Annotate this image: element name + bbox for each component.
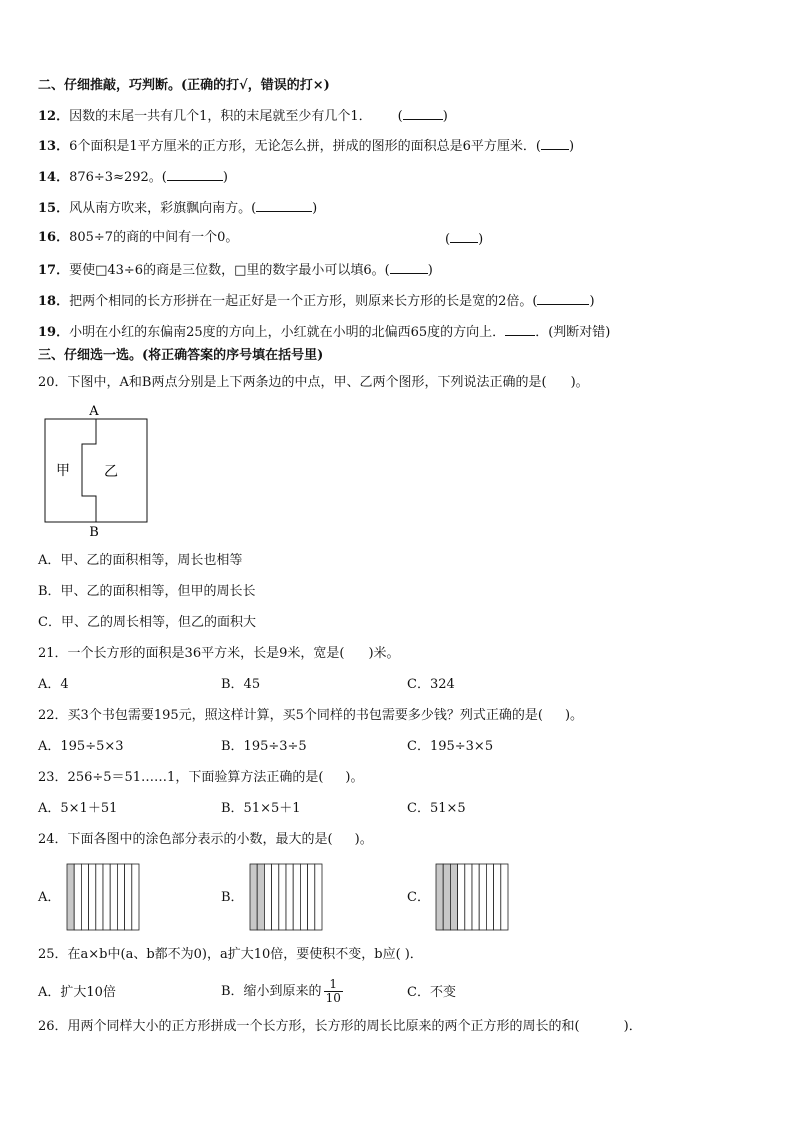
question-number: 12． (38, 109, 70, 124)
paren-close: ) (312, 201, 318, 216)
strip (89, 864, 96, 930)
judge-hint: ．(判断对错) (535, 325, 611, 340)
question-text: 小明在小红的东偏南25度的方向上，小红就在小明的北偏西65度的方向上． (69, 325, 506, 340)
question-text: 21．一个长方形的面积是36平方米，长是9米，宽是( (38, 646, 345, 661)
strip (465, 864, 472, 930)
paren-close: ) (478, 232, 484, 247)
strip (293, 864, 300, 930)
paren-open: ( (445, 232, 451, 247)
strip (264, 864, 271, 930)
strip (279, 864, 286, 930)
paren-close: )． (404, 947, 423, 962)
question-text: 805÷7的商的中间有一个0。 (69, 230, 239, 245)
label-a: A (89, 404, 99, 419)
q24-option-b-label[interactable]: B． (221, 890, 244, 905)
question-text: 风从南方吹来，彩旗飘向南方。( (69, 201, 257, 216)
question-number: 17． (38, 263, 70, 278)
question-text: 876÷3≈292。( (69, 170, 167, 185)
strip (132, 864, 139, 930)
section3-heading: 三、仔细选一选。(将正确答案的序号填在括号里) (38, 348, 324, 363)
answer-blank[interactable] (537, 292, 589, 305)
paren-close: ) (427, 263, 433, 278)
strip (96, 864, 103, 930)
dividing-line (82, 419, 96, 522)
question-26 (38, 1019, 642, 1035)
strip (81, 864, 88, 930)
strip (315, 864, 322, 930)
strip (458, 864, 465, 930)
question-text: 23．256÷5＝51……1，下面验算方法正确的是( (38, 770, 324, 785)
paren-close: ) (589, 294, 595, 309)
question-number: 13． (38, 139, 70, 154)
question-text: 6个面积是1平方厘米的正方形，无论怎么拼，拼成的图形的面积总是6平方厘米．( (69, 139, 541, 154)
fraction-one-tenth (324, 978, 343, 1005)
strip (472, 864, 479, 930)
paren-open: ( (397, 109, 403, 124)
answer-blank[interactable] (403, 107, 443, 120)
label-jia: 甲 (56, 463, 70, 479)
paren-close: )。 (570, 375, 589, 390)
question-14 (38, 168, 228, 186)
question-25 (38, 947, 423, 963)
strip (308, 864, 315, 930)
q22-option-b[interactable]: B．195÷3÷5 (221, 739, 307, 754)
q21-option-a[interactable]: A．4 (38, 677, 69, 692)
q23-option-c[interactable]: C．51×5 (407, 801, 466, 816)
question-16-answer (445, 230, 483, 248)
q21-option-c[interactable]: C．324 (407, 677, 455, 692)
shaded-strip (443, 864, 450, 930)
question-15 (38, 199, 317, 217)
question-22 (38, 708, 583, 724)
q22-option-c[interactable]: C．195÷3×5 (407, 739, 494, 754)
question-number: 18． (38, 294, 70, 309)
strip (272, 864, 279, 930)
q21-option-b[interactable]: B．45 (221, 677, 261, 692)
strip (286, 864, 293, 930)
q22-option-a[interactable]: A．195÷5×3 (38, 739, 124, 754)
shaded-strip (250, 864, 257, 930)
shaded-strip (67, 864, 74, 930)
shaded-strip (436, 864, 443, 930)
paren-close: )米。 (368, 646, 400, 661)
q24-option-c-label[interactable]: C． (407, 890, 430, 905)
strip (494, 864, 501, 930)
fraction-numerator: 1 (324, 978, 343, 992)
q24-option-a-label[interactable]: A． (38, 890, 61, 905)
answer-blank[interactable] (505, 323, 535, 336)
answer-blank[interactable] (256, 199, 312, 212)
fraction-denominator: 10 (325, 991, 341, 1005)
answer-blank[interactable] (450, 230, 478, 243)
question-text: 26．用两个同样大小的正方形拼成一个长方形，长方形的周长比原来的两个正方形的周长的和( (38, 1019, 580, 1034)
strip (479, 864, 486, 930)
question-23 (38, 770, 363, 786)
strip (486, 864, 493, 930)
strip (110, 864, 117, 930)
question-text: 25．在a×b中(a、b都不为0)，a扩大10倍，要使积不变，b应( (38, 947, 401, 962)
question-number: 19． (38, 325, 70, 340)
q20-figure (40, 402, 155, 540)
paren-close: )。 (564, 708, 584, 723)
strip (300, 864, 307, 930)
shaded-strip (257, 864, 264, 930)
q25-option-c[interactable]: C．不变 (407, 985, 456, 1000)
question-19 (38, 323, 610, 341)
q24-grid-a[interactable] (66, 863, 140, 931)
paren-close: ) (222, 170, 228, 185)
question-number: 15． (38, 201, 70, 216)
q25-option-b[interactable] (221, 972, 343, 1012)
q20-option-b[interactable]: B．甲、乙的面积相等，但甲的周长长 (38, 584, 256, 599)
paren-close: )。 (345, 770, 364, 785)
question-text: 22．买3个书包需要195元，照这样计算，买5个同样的书包需要多少钱？列式正确的是( (38, 708, 543, 723)
question-24 (38, 832, 373, 848)
answer-blank[interactable] (390, 261, 428, 274)
paren-close: )。 (354, 832, 373, 847)
q25-option-a[interactable]: A．扩大10倍 (38, 985, 116, 1000)
section2-heading: 二、仔细推敲，巧判断。(正确的打√，错误的打×) (38, 78, 330, 93)
question-text: 因数的末尾一共有几个1，积的末尾就至少有几个1． (69, 109, 372, 124)
paren-close: )． (623, 1019, 642, 1034)
question-18 (38, 292, 595, 310)
question-21 (38, 646, 400, 662)
answer-blank[interactable] (541, 137, 569, 150)
q23-option-a[interactable]: A．5×1＋51 (38, 801, 118, 816)
question-number: 16． (38, 230, 70, 245)
option-text: B．缩小到原来的 (221, 984, 322, 999)
q20-option-c[interactable]: C．甲、乙的周长相等，但乙的面积大 (38, 615, 256, 630)
question-text: 20．下图中，A和B两点分别是上下两条边的中点，甲、乙两个图形，下列说法正确的是( (38, 375, 547, 390)
q24-grid-b[interactable] (249, 863, 323, 931)
q23-option-b[interactable]: B．51×5＋1 (221, 801, 301, 816)
question-20 (38, 375, 589, 391)
q20-option-a[interactable]: A．甲、乙的面积相等，周长也相等 (38, 553, 243, 568)
question-12 (38, 107, 448, 125)
paren-close: ) (568, 139, 575, 154)
q24-grid-c[interactable] (435, 863, 509, 931)
paren-close: ) (442, 109, 448, 124)
question-number: 14． (38, 170, 70, 185)
strip (501, 864, 508, 930)
question-13 (38, 137, 574, 155)
question-text: 把两个相同的长方形拼在一起正好是一个正方形，则原来长方形的长是宽的2倍。( (69, 294, 538, 309)
question-17 (38, 261, 433, 279)
question-text: 24．下面各图中的涂色部分表示的小数，最大的是( (38, 832, 333, 847)
shaded-strip (450, 864, 457, 930)
label-yi: 乙 (104, 464, 118, 480)
label-b: B (89, 525, 99, 540)
answer-blank[interactable] (167, 168, 223, 181)
strip (117, 864, 124, 930)
strip (125, 864, 132, 930)
question-16 (38, 230, 238, 246)
question-text: 要使□43÷6的商是三位数，□里的数字最小可以填6。( (69, 263, 390, 278)
strip (103, 864, 110, 930)
strip (74, 864, 81, 930)
